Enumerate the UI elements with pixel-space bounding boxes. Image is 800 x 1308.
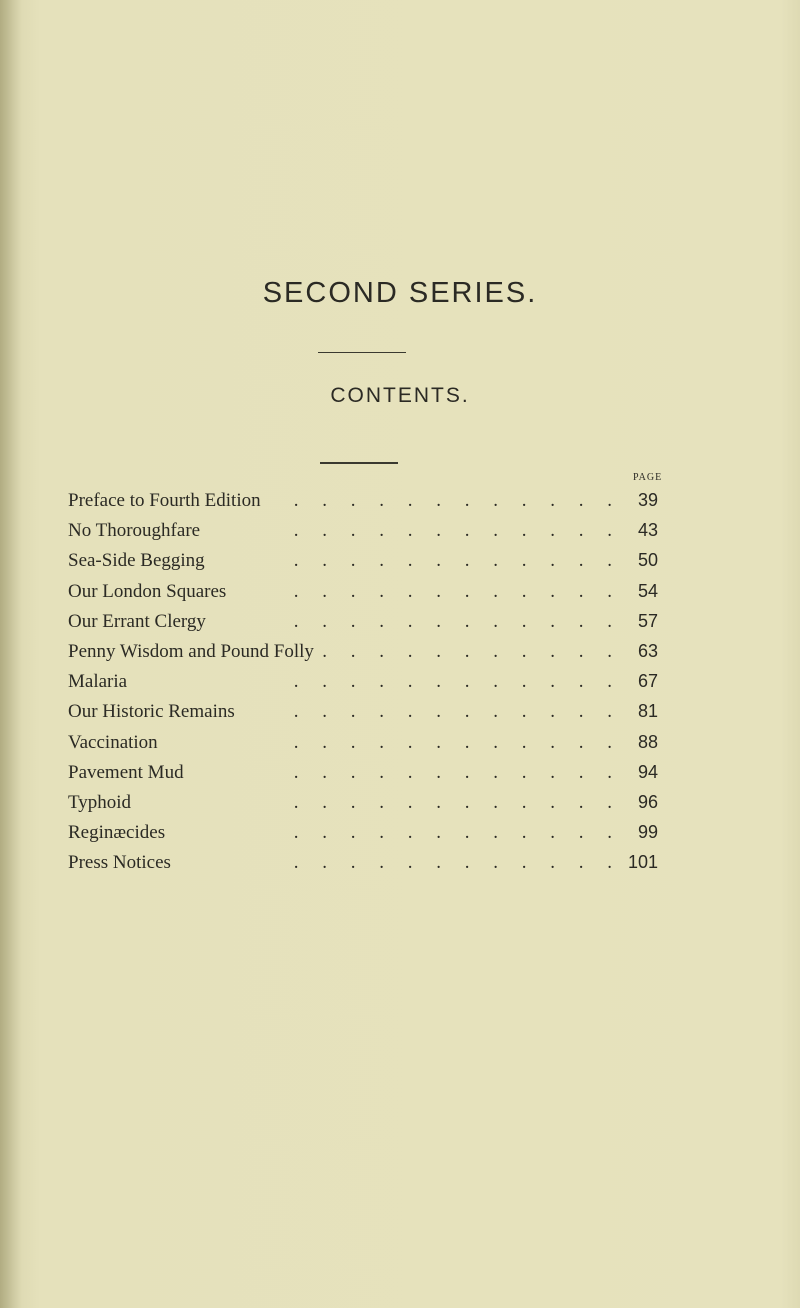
dot-leader bbox=[179, 852, 612, 874]
toc-entry-title: Malaria bbox=[68, 671, 128, 693]
toc-entry bbox=[68, 550, 658, 580]
dot-leader bbox=[208, 520, 612, 542]
toc-entry-page: 81 bbox=[637, 701, 658, 722]
contents-heading: CONTENTS. bbox=[330, 384, 470, 407]
toc-entry-title: No Thoroughfare bbox=[68, 520, 201, 542]
toc-entry-page: 54 bbox=[637, 580, 658, 601]
toc-entry-title: Our Historic Remains bbox=[68, 701, 235, 723]
dot-leader bbox=[214, 611, 612, 633]
toc-entry-title: Sea-Side Begging bbox=[68, 550, 205, 572]
toc-entry-page: 43 bbox=[637, 520, 658, 541]
toc-entry bbox=[68, 701, 658, 731]
toc-entry-title: Our London Squares bbox=[68, 580, 227, 602]
divider-rule bbox=[320, 462, 398, 464]
toc-entry-title: Penny Wisdom and Pound Folly bbox=[68, 640, 314, 662]
toc-entry-page: 63 bbox=[637, 640, 658, 661]
dot-leader bbox=[269, 490, 612, 512]
toc-entry-title: Reginæcides bbox=[68, 822, 166, 844]
toc-entry bbox=[68, 641, 658, 671]
toc-entry bbox=[68, 732, 658, 762]
dot-leader bbox=[192, 762, 612, 784]
toc-entry bbox=[68, 581, 658, 611]
toc-entry-page: 94 bbox=[637, 761, 658, 782]
series-title: SECOND SERIES. bbox=[262, 277, 538, 309]
toc-entry-title: Preface to Fourth Edition bbox=[68, 490, 261, 511]
toc-entry-page: 101 bbox=[627, 852, 658, 873]
dot-leader bbox=[166, 732, 612, 754]
toc-entry-title: Pavement Mud bbox=[68, 761, 184, 783]
toc-entry-page: 88 bbox=[637, 731, 658, 752]
toc-entry bbox=[68, 822, 658, 852]
toc-entry bbox=[68, 852, 658, 882]
toc-entry-page: 99 bbox=[637, 822, 658, 843]
page-column-label: PAGE bbox=[633, 472, 663, 483]
dot-leader bbox=[234, 581, 612, 603]
toc-entry-page: 39 bbox=[637, 490, 658, 510]
binding-shadow bbox=[0, 0, 22, 1308]
toc-entry bbox=[68, 520, 658, 550]
toc-entry-page: 50 bbox=[637, 550, 658, 571]
toc-entry-page: 67 bbox=[637, 671, 658, 692]
toc-entry-page: 96 bbox=[637, 791, 658, 812]
toc-entry-title: Our Errant Clergy bbox=[68, 610, 206, 632]
toc-entry-title: Vaccination bbox=[68, 731, 158, 753]
dot-leader bbox=[135, 671, 612, 693]
table-of-contents bbox=[68, 490, 658, 882]
toc-entry-title: Typhoid bbox=[68, 791, 132, 813]
toc-entry-page: 57 bbox=[637, 610, 658, 631]
toc-entry bbox=[68, 792, 658, 822]
toc-entry bbox=[68, 490, 658, 520]
toc-entry bbox=[68, 762, 658, 792]
toc-entry-title: Press Notices bbox=[68, 852, 171, 874]
dot-leader bbox=[139, 792, 612, 814]
divider-rule bbox=[318, 352, 406, 353]
dot-leader bbox=[213, 550, 612, 572]
toc-entry bbox=[68, 611, 658, 641]
toc-entry bbox=[68, 671, 658, 701]
dot-leader bbox=[243, 701, 612, 723]
dot-leader bbox=[173, 822, 612, 844]
dot-leader bbox=[322, 641, 612, 663]
